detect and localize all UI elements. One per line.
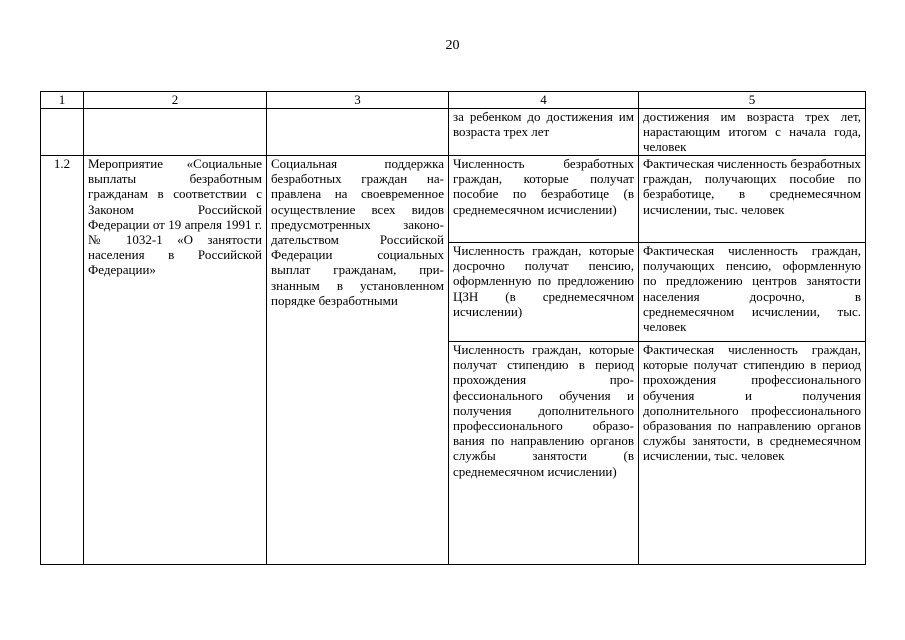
column-number-1: 1 (41, 92, 84, 109)
indicator-value-cell: Фактическая численность безработных граждан, получающих пособие по безработице, в среднемесячном исчислении, тыс. человек (639, 156, 866, 243)
page-number: 20 (445, 38, 460, 53)
column-number-2: 2 (84, 92, 267, 109)
indicator-value-cell: Фактическая численность граждан, которые получат стипендию в период прохождения профессионального обучения и получения дополнительного профессионального образования по направлению органов службы занятости, в среднемесячном исчислении, тыс. человек (639, 342, 866, 565)
indicator-value-cell: Фактическая численность граждан, получающих пенсию, оформленную по предложению центров занятости населения досрочно, в среднемесячном исчислении, тыс. человек (639, 243, 866, 342)
indicators-table (40, 91, 866, 565)
column-number-4: 4 (449, 92, 639, 109)
continuation-empty-cell (84, 109, 267, 156)
column-number-3: 3 (267, 92, 449, 109)
column-number-5: 5 (639, 92, 866, 109)
continuation-indicator-cell: за ребенком до достижения им возраста трех лет (449, 109, 639, 156)
indicator-name-cell: Численность граждан, которые досрочно получат пенсию, оформленную по предложению ЦЗН (в среднемесячном исчислении) (449, 243, 639, 342)
table-header-row (41, 92, 866, 109)
indicator-name-cell: Численность безработных граждан, которые получат пособие по безработице (в среднемесячном исчислении) (449, 156, 639, 243)
table-row (41, 156, 866, 243)
continuation-empty-cell (267, 109, 449, 156)
continuation-row (41, 109, 866, 156)
continuation-empty-cell (41, 109, 84, 156)
item-number-cell: 1.2 (41, 156, 84, 565)
continuation-value-cell: достижения им возраста трех лет, нарастающим итогом с начала года, человек (639, 109, 866, 156)
description-cell: Социальная поддержка безработных граждан направлена на своевременное осуществление всех видов предусмотренных законодательством Российской Федерации социальных выплат гражданам, признанным в установленном порядке безработными (267, 156, 449, 565)
indicator-name-cell: Численность граждан, которые получат стипендию в период прохождения профессионального обучения и получения дополнительного профессионального образования по направлению органов службы занятости (в среднемесячном исчислении) (449, 342, 639, 565)
event-cell: Мероприятие «Социальные выплаты безработным гражданам в соответствии с Законом Российской Федерации от 19 апреля 1991 г. № 1032-1 «О занятости населения в Российской Федерации» (84, 156, 267, 565)
